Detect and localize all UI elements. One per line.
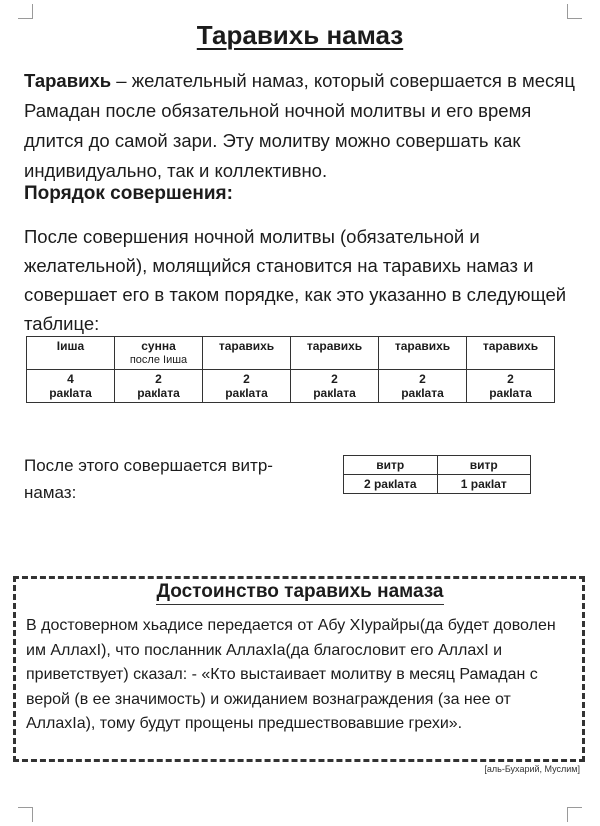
intro-paragraph — [24, 66, 584, 186]
rakat-header-cell: таравихь — [467, 337, 555, 370]
virtue-text: В достоверном хьадисе передается от Абу ХIурайры(да будет доволен им АллахI), что посланник АллахIа(да благословит его АллахI и приветствует) сказал: - «Кто выстаивает молитву в месяц Рамадан с верой (в ее значимость) и ожиданием вознаграждения (за нее от АллахIа), тому будут прощены предшествовавшие грехи». — [26, 617, 556, 732]
intro-text: – желательный намаз, который совершается в месяц Рамадан после обязательной ночной молитвы и его время длится до самой зари. Эту молитву можно совершать как индивидуально, так и коллективно. — [24, 70, 575, 181]
rakat-count-cell: 4 ракIата — [27, 370, 115, 403]
rakat-table-count-row — [27, 370, 555, 403]
rakat-header-cell: таравихь — [203, 337, 291, 370]
corner-mark-bottom-right — [567, 807, 582, 822]
intro-term: Таравихь — [24, 70, 112, 91]
rakat-header-cell: Iиша — [27, 337, 115, 370]
rakat-count-cell: 2 ракIата — [115, 370, 203, 403]
rakat-header-cell: сунна после Iиша — [115, 337, 203, 370]
corner-mark-top-right — [567, 4, 582, 19]
order-heading: Порядок совершения: — [24, 183, 233, 204]
hadith-source: [аль-Бухарий, Муслим] — [484, 764, 580, 774]
vitr-table-header-row — [344, 456, 531, 475]
vitr-table — [343, 455, 531, 494]
vitr-table-value-row — [344, 475, 531, 494]
vitr-value-cell: 1 ракIат — [437, 475, 531, 494]
rakat-count-cell: 2 ракIата — [291, 370, 379, 403]
rakat-header-cell: таравихь — [379, 337, 467, 370]
order-paragraph: После совершения ночной молитвы (обязательной и желательной), молящийся становится на таравихь намаз и совершает его в таком порядке, как это указанно в следующей таблице: — [24, 226, 567, 334]
rakat-header-sub: после Iиша — [129, 354, 188, 366]
corner-mark-top-left — [18, 4, 33, 19]
corner-mark-bottom-left — [18, 807, 33, 822]
rakat-count-cell: 2 ракIата — [379, 370, 467, 403]
rakat-count-cell: 2 ракIата — [203, 370, 291, 403]
vitr-paragraph: После этого совершается витр-намаз: — [24, 456, 273, 502]
rakat-count-cell: 2 ракIата — [467, 370, 555, 403]
rakat-table-header-row — [27, 337, 555, 370]
vitr-header-cell: витр — [437, 456, 531, 475]
page-title: Таравихь намаз — [196, 20, 404, 50]
vitr-header-cell: витр — [344, 456, 438, 475]
rakat-header-cell: таравихь — [291, 337, 379, 370]
virtue-title: Достоинство таравихь намаза — [0, 581, 600, 603]
vitr-value-cell: 2 ракIата — [344, 475, 438, 494]
rakat-table — [26, 336, 555, 403]
